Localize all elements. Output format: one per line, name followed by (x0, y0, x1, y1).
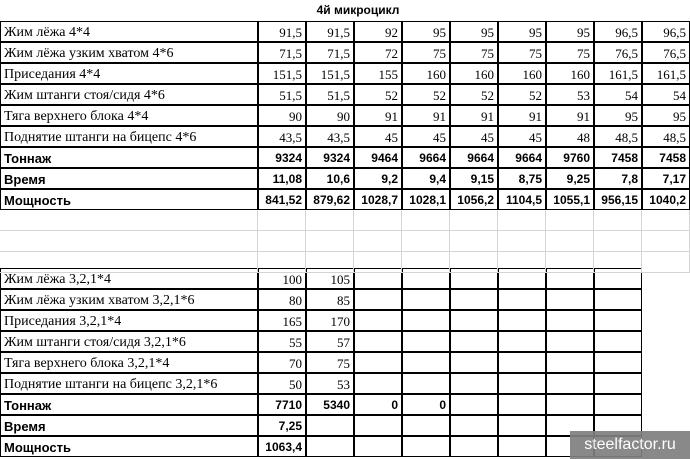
value-cell (498, 436, 546, 457)
value-cell: 85 (306, 289, 354, 310)
empty-cell (546, 210, 594, 231)
value-cell (354, 331, 402, 352)
value-cell (498, 310, 546, 331)
value-cell: 53 (306, 373, 354, 394)
empty-cell (306, 231, 354, 252)
value-cell: 161,5 (594, 63, 642, 84)
empty-cell (594, 231, 642, 252)
table-row (0, 310, 690, 331)
value-cell (498, 415, 546, 436)
value-cell: 55 (258, 331, 306, 352)
table-row (0, 63, 690, 84)
value-cell (402, 436, 450, 457)
row-label: Жим лёжа узким хватом 3,2,1*6 (0, 289, 258, 310)
summary-row (0, 189, 690, 210)
value-cell: 91 (354, 105, 402, 126)
value-cell (354, 436, 402, 457)
value-cell (546, 310, 594, 331)
empty-cell (354, 252, 402, 273)
value-cell: 9760 (546, 147, 594, 168)
value-cell: 7,8 (594, 168, 642, 189)
empty-cell (594, 210, 642, 231)
value-cell: 5340 (306, 394, 354, 415)
value-cell (546, 331, 594, 352)
value-cell: 75 (546, 42, 594, 63)
value-cell: 9324 (306, 147, 354, 168)
value-cell: 9664 (450, 147, 498, 168)
value-cell: 8,75 (498, 168, 546, 189)
value-cell: 155 (354, 63, 402, 84)
watermark-logo: steelfactor.ru (570, 431, 690, 459)
value-cell (450, 310, 498, 331)
value-cell: 48 (546, 126, 594, 147)
value-cell (546, 394, 594, 415)
row-label: Жим лёжа 3,2,1*4 (0, 268, 258, 289)
value-cell: 52 (354, 84, 402, 105)
table-row (0, 21, 690, 42)
value-cell: 9,2 (354, 168, 402, 189)
value-cell (354, 352, 402, 373)
empty-cell (402, 210, 450, 231)
value-cell: 1028,1 (402, 189, 450, 210)
summary-row (0, 394, 690, 415)
value-cell: 841,52 (258, 189, 306, 210)
table-row (0, 331, 690, 352)
value-cell: 95 (450, 21, 498, 42)
value-cell: 48,5 (642, 126, 690, 147)
value-cell: 95 (402, 21, 450, 42)
value-cell: 53 (546, 84, 594, 105)
empty-cell (642, 252, 690, 273)
value-cell: 57 (306, 331, 354, 352)
empty-cell (642, 210, 690, 231)
value-cell: 54 (594, 84, 642, 105)
value-cell: 43,5 (306, 126, 354, 147)
value-cell: 91,5 (258, 21, 306, 42)
value-cell: 879,62 (306, 189, 354, 210)
value-cell: 71,5 (258, 42, 306, 63)
row-label: Тоннаж (0, 147, 258, 168)
empty-cell (306, 210, 354, 231)
value-cell: 52 (498, 84, 546, 105)
value-cell (594, 352, 642, 373)
value-cell (450, 373, 498, 394)
value-cell: 165 (258, 310, 306, 331)
value-cell (402, 415, 450, 436)
row-label: Приседания 4*4 (0, 63, 258, 84)
value-cell (450, 394, 498, 415)
empty-cell (0, 231, 258, 252)
value-cell (498, 373, 546, 394)
row-label: Поднятие штанги на бицепс 4*6 (0, 126, 258, 147)
row-label: Жим штанги стоя/сидя 3,2,1*6 (0, 331, 258, 352)
value-cell: 160 (450, 63, 498, 84)
empty-cell (642, 231, 690, 252)
value-cell: 1040,2 (642, 189, 690, 210)
value-cell: 11,08 (258, 168, 306, 189)
empty-cell (402, 231, 450, 252)
value-cell: 956,15 (594, 189, 642, 210)
value-cell: 95 (546, 21, 594, 42)
value-cell: 9464 (354, 147, 402, 168)
empty-cell (498, 231, 546, 252)
value-cell: 7,17 (642, 168, 690, 189)
value-cell: 95 (642, 105, 690, 126)
value-cell: 96,5 (594, 21, 642, 42)
empty-cell (0, 252, 258, 273)
empty-cell (450, 210, 498, 231)
value-cell (402, 289, 450, 310)
value-cell (546, 352, 594, 373)
value-cell (498, 352, 546, 373)
value-cell: 52 (450, 84, 498, 105)
value-cell: 75 (450, 42, 498, 63)
value-cell: 1028,7 (354, 189, 402, 210)
sheet-title: 4й микроцикл (316, 3, 400, 17)
value-cell: 91,5 (306, 21, 354, 42)
value-cell: 80 (258, 289, 306, 310)
table-row (0, 126, 690, 147)
value-cell: 170 (306, 310, 354, 331)
value-cell: 75 (498, 42, 546, 63)
value-cell: 76,5 (594, 42, 642, 63)
value-cell: 91 (402, 105, 450, 126)
empty-row (0, 210, 690, 231)
value-cell (306, 436, 354, 457)
value-cell: 7458 (642, 147, 690, 168)
value-cell: 1104,5 (498, 189, 546, 210)
value-cell (450, 415, 498, 436)
value-cell (354, 415, 402, 436)
value-cell: 75 (306, 352, 354, 373)
row-label: Жим лёжа 4*4 (0, 21, 258, 42)
empty-cell (450, 252, 498, 273)
empty-cell (354, 231, 402, 252)
table-row (0, 373, 690, 394)
table-row (0, 42, 690, 63)
value-cell: 160 (546, 63, 594, 84)
value-cell: 161,5 (642, 63, 690, 84)
table-row (0, 352, 690, 373)
empty-cell (258, 210, 306, 231)
value-cell (594, 394, 642, 415)
value-cell: 105 (306, 268, 354, 289)
row-label: Мощность (0, 436, 258, 457)
empty-cell (306, 252, 354, 273)
value-cell: 95 (498, 21, 546, 42)
value-cell: 151,5 (306, 63, 354, 84)
empty-cell (450, 231, 498, 252)
value-cell (498, 289, 546, 310)
value-cell (594, 331, 642, 352)
value-cell (306, 415, 354, 436)
empty-cell (546, 252, 594, 273)
value-cell: 90 (258, 105, 306, 126)
value-cell: 7710 (258, 394, 306, 415)
value-cell: 45 (354, 126, 402, 147)
row-label: Время (0, 415, 258, 436)
value-cell: 45 (498, 126, 546, 147)
value-cell (546, 373, 594, 394)
value-cell: 91 (450, 105, 498, 126)
value-cell (450, 331, 498, 352)
value-cell: 100 (258, 268, 306, 289)
row-label: Тоннаж (0, 394, 258, 415)
value-cell: 7458 (594, 147, 642, 168)
row-label: Поднятие штанги на бицепс 3,2,1*6 (0, 373, 258, 394)
empty-cell (354, 210, 402, 231)
value-cell: 71,5 (306, 42, 354, 63)
empty-cell (546, 231, 594, 252)
value-cell: 0 (354, 394, 402, 415)
table-row (0, 84, 690, 105)
value-cell (354, 310, 402, 331)
value-cell: 151,5 (258, 63, 306, 84)
value-cell: 95 (594, 105, 642, 126)
value-cell (594, 310, 642, 331)
value-cell: 9,4 (402, 168, 450, 189)
value-cell: 90 (306, 105, 354, 126)
value-cell: 92 (354, 21, 402, 42)
value-cell: 96,5 (642, 21, 690, 42)
row-label: Тяга верхнего блока 4*4 (0, 105, 258, 126)
row-label: Жим лёжа узким хватом 4*6 (0, 42, 258, 63)
row-label: Приседания 3,2,1*4 (0, 310, 258, 331)
value-cell: 70 (258, 352, 306, 373)
summary-row (0, 147, 690, 168)
value-cell (594, 289, 642, 310)
value-cell: 1055,1 (546, 189, 594, 210)
row-label: Жим штанги стоя/сидя 4*6 (0, 84, 258, 105)
value-cell: 75 (402, 42, 450, 63)
value-cell: 9664 (498, 147, 546, 168)
title-row (0, 0, 690, 21)
value-cell: 45 (402, 126, 450, 147)
value-cell: 9324 (258, 147, 306, 168)
empty-cell (258, 231, 306, 252)
empty-cell (402, 252, 450, 273)
table-row (0, 289, 690, 310)
table-row (0, 105, 690, 126)
value-cell: 91 (498, 105, 546, 126)
value-cell: 51,5 (306, 84, 354, 105)
value-cell (546, 289, 594, 310)
value-cell: 160 (498, 63, 546, 84)
value-cell: 45 (450, 126, 498, 147)
value-cell (498, 331, 546, 352)
value-cell: 91 (546, 105, 594, 126)
row-label: Тяга верхнего блока 3,2,1*4 (0, 352, 258, 373)
row-label: Время (0, 168, 258, 189)
value-cell (450, 289, 498, 310)
value-cell: 52 (402, 84, 450, 105)
value-cell: 9,25 (546, 168, 594, 189)
value-cell (402, 373, 450, 394)
summary-row (0, 168, 690, 189)
empty-cell (498, 252, 546, 273)
value-cell: 1056,2 (450, 189, 498, 210)
value-cell (594, 373, 642, 394)
value-cell: 76,5 (642, 42, 690, 63)
value-cell (402, 352, 450, 373)
empty-cell (258, 252, 306, 273)
empty-cell (498, 210, 546, 231)
empty-row (0, 252, 690, 273)
value-cell (402, 310, 450, 331)
value-cell (450, 436, 498, 457)
value-cell (354, 289, 402, 310)
value-cell (402, 331, 450, 352)
value-cell: 72 (354, 42, 402, 63)
value-cell: 1063,4 (258, 436, 306, 457)
empty-row (0, 231, 690, 252)
value-cell: 51,5 (258, 84, 306, 105)
value-cell: 10,6 (306, 168, 354, 189)
value-cell: 43,5 (258, 126, 306, 147)
empty-cell (0, 210, 258, 231)
value-cell: 160 (402, 63, 450, 84)
value-cell: 50 (258, 373, 306, 394)
value-cell: 54 (642, 84, 690, 105)
value-cell: 48,5 (594, 126, 642, 147)
value-cell: 9,15 (450, 168, 498, 189)
value-cell: 9664 (402, 147, 450, 168)
value-cell (354, 373, 402, 394)
row-label: Мощность (0, 189, 258, 210)
value-cell (498, 394, 546, 415)
value-cell: 7,25 (258, 415, 306, 436)
value-cell: 0 (402, 394, 450, 415)
value-cell (450, 352, 498, 373)
empty-cell (594, 252, 642, 273)
